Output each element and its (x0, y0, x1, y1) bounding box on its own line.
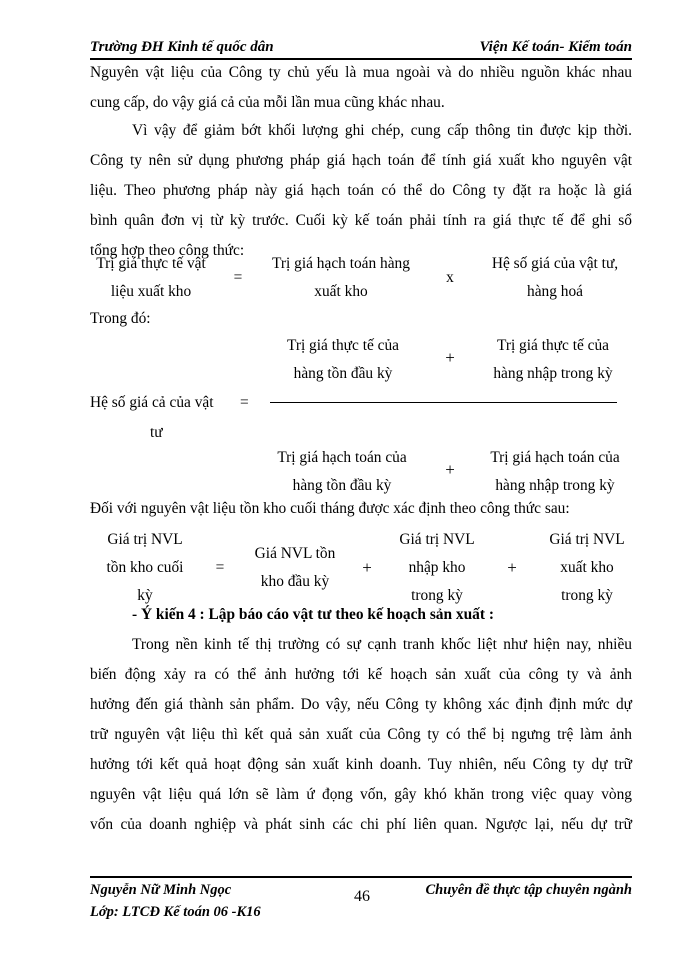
formula-2-denominator-2: Trị giá hạch toán của hàng nhập trong kỳ (490, 449, 620, 494)
text-line: biến động xảy ra có thể ảnh hưởng tới kế hoạch sản xuất của công ty và ảnh (90, 666, 632, 683)
text-line: Nguyên vật liệu của Công ty chủ yếu là mua ngoài và do nhiều nguồn khác nhau (90, 64, 632, 81)
text-line: vốn của doanh nghiệp và phát sinh các chi phí liên quan. Ngược lại, nếu dự trữ (90, 816, 632, 833)
footer-author: Nguyễn Nữ Minh Ngọc (90, 882, 232, 898)
text-line: Công ty nên sử dụng phương pháp giá hạch toán để tính giá xuất kho nguyên vật (90, 152, 632, 169)
formula-2-equals: = (240, 394, 249, 411)
formula-2-denominator-plus: + (445, 460, 455, 479)
paragraph-2 (90, 116, 632, 266)
trong-do-label: Trong đó: (90, 310, 151, 327)
text-line: Trong nền kinh tế thị trường có sự cạnh tranh khốc liệt như hiện nay, nhiều (132, 636, 632, 653)
text-line: tổng hợp theo công thức: (90, 242, 245, 259)
formula-2-denominator-1: Trị giá hạch toán của hàng tồn đầu kỳ (277, 449, 407, 494)
formula-1-times: x (446, 269, 454, 286)
text-line: trữ nguyên vật liệu thì kết quả sản xuất của Công ty có thể bị ngưng trệ làm ảnh (90, 726, 632, 743)
formula-3-equals: = (215, 559, 225, 576)
footer-rule (90, 876, 632, 878)
paragraph-3: Đối với nguyên vật liệu tồn kho cuối tháng được xác định theo công thức sau: (90, 500, 570, 517)
page-number: 46 (354, 888, 370, 905)
fraction-bar (270, 402, 617, 403)
paragraph-1 (90, 58, 632, 118)
header-institute: Viện Kế toán- Kiểm toán (479, 39, 632, 55)
formula-3-term1: Giá NVL tồn kho đầu kỳ (254, 545, 336, 590)
section-heading: - Ý kiến 4 : Lập báo cáo vật tư theo kế hoạch sản xuất : (132, 606, 494, 623)
paragraph-4 (90, 630, 632, 840)
text-line: hưởng đến giá thành sản phẩm. Do vậy, nếu Công ty không xác định định mức dự (90, 696, 632, 713)
formula-1-lhs: Trị giá thực tế vật liệu xuất kho (96, 255, 206, 300)
formula-2-numerator-plus: + (445, 348, 455, 367)
text-line: Vì vậy để giảm bớt khối lượng ghi chép, cung cấp thông tin được kịp thời. (132, 122, 632, 139)
formula-3-term2: Giá trị NVL nhập kho trong kỳ (399, 531, 475, 604)
formula-1-equals: = (233, 269, 243, 286)
formula-2-lhs: Hệ số giá cả của vật tư (90, 394, 214, 441)
footer-class: Lớp: LTCĐ Kế toán 06 -K16 (90, 904, 261, 920)
formula-2-numerator-1: Trị giá thực tế của hàng tồn đầu kỳ (286, 337, 400, 382)
formula-3-term3: Giá trị NVL xuất kho trong kỳ (549, 531, 625, 604)
formula-3-plus-2: + (507, 558, 517, 577)
text-line: bình quân đơn vị từ kỳ trước. Cuối kỳ kế toán phải tính ra giá thực tế để ghi sổ (90, 212, 632, 229)
formula-3-lhs: Giá trị NVL tồn kho cuối kỳ (106, 531, 184, 604)
text-line: nguyên vật liệu quá lớn sẽ làm ứ đọng vốn, gây khó khăn trong việc quay vòng (90, 786, 632, 803)
text-line: cung cấp, do vậy giá cả của mỗi lần mua cũng khác nhau. (90, 94, 445, 111)
header-school: Trường ĐH Kinh tế quốc dân (90, 39, 274, 55)
formula-2-numerator-2: Trị giá thực tế của hàng nhập trong kỳ (493, 337, 613, 382)
text-line: hưởng tới kết quả hoạt động sản xuất kinh doanh. Tuy nhiên, nếu Công ty dự trữ (90, 756, 632, 773)
formula-3-plus-1: + (362, 558, 372, 577)
text-line: liệu. Theo phương pháp này giá hạch toán có thể do Công ty đặt ra hoặc là giá (90, 182, 632, 199)
formula-1-term2: Hệ số giá của vật tư, hàng hoá (491, 255, 619, 300)
formula-1-term1: Trị giá hạch toán hàng xuất kho (272, 255, 410, 300)
footer-title: Chuyên đề thực tập chuyên ngành (425, 882, 632, 898)
